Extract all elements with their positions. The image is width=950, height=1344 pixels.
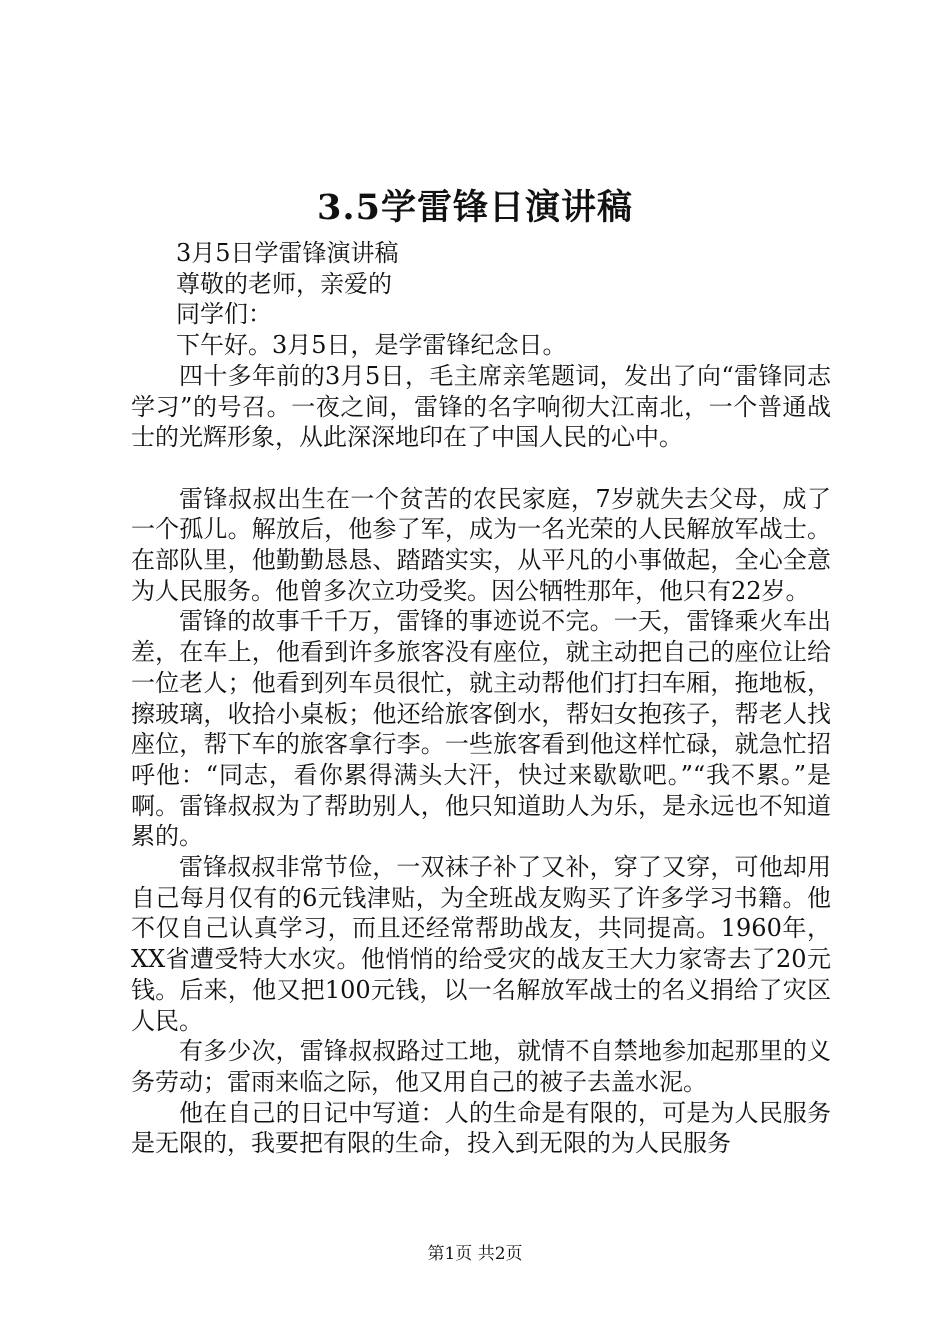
paragraph-spacer bbox=[131, 453, 831, 484]
paragraph-volunteer: 有多少次，雷锋叔叔路过工地，就情不自禁地参加起那里的义务劳动；雷雨来临之际，他又用自己的被子去盖水泥。 bbox=[131, 1037, 831, 1096]
paragraph-greeting: 下午好。3月5日，是学雷锋纪念日。 bbox=[176, 331, 567, 360]
page-footer: 第1页 共2页 bbox=[427, 1244, 523, 1264]
document-body bbox=[131, 238, 831, 1159]
document-title: 3.5学雷锋日演讲稿 bbox=[317, 187, 633, 228]
paragraph-biography: 雷锋叔叔出生在一个贫苦的农民家庭，7岁就失去父母，成了一个孤儿。解放后，他参了军，成为一名光荣的人民解放军战士。在部队里，他勤勤恳恳、踏踏实实，从平凡的小事做起，全心全意为人民服务。他曾多次立功受奖。因公牺牲那年，他只有22岁。 bbox=[131, 484, 831, 605]
paragraph-train-story: 雷锋的故事千千万，雷锋的事迹说不完。一天，雷锋乘火车出差，在车上，他看到许多旅客没有座位，就主动把自己的座位让给一位老人；他看到列车员很忙，就主动帮他们打扫车厢，拖地板，擦玻璃，收拾小桌板；他还给旅客倒水，帮妇女抱孩子，帮老人找座位，帮下车的旅客拿行李。一些旅客看到他这样忙碌，就急忙招呼他：“同志，看你累得满头大汗，快过来歇歇吧。”“我不累。”是啊。雷锋叔叔为了帮助别人，他只知道助人为乐，是永远也不知道累的。 bbox=[131, 607, 831, 851]
paragraph-frugality: 雷锋叔叔非常节俭，一双袜子补了又补，穿了又穿，可他却用自己每月仅有的6元钱津贴，为全班战友购买了许多学习书籍。他不仅自己认真学习，而且还经常帮助战友，共同提高。1960年，XX省遭受特大水灾。他悄悄的给受灾的战友王大力家寄去了20元钱。后来，他又把100元钱，以一名解放军战士的名义捐给了灾区人民。 bbox=[131, 853, 831, 1035]
paragraph-salutation-continued: 同学们： bbox=[176, 300, 272, 329]
paragraph-subtitle: 3月5日学雷锋演讲稿 bbox=[176, 239, 399, 267]
paragraph-history: 四十多年前的3月5日，毛主席亲笔题词，发出了向“雷锋同志学习”的号召。一夜之间，雷锋的名字响彻大江南北，一个普通战士的光辉形象，从此深深地印在了中国人民的心中。 bbox=[131, 361, 831, 452]
paragraph-diary: 他在自己的日记中写道：人的生命是有限的，可是为人民服务是无限的，我要把有限的生命，投入到无限的为人民服务 bbox=[131, 1098, 831, 1158]
paragraph-salutation: 尊敬的老师，亲爱的 bbox=[176, 269, 392, 298]
